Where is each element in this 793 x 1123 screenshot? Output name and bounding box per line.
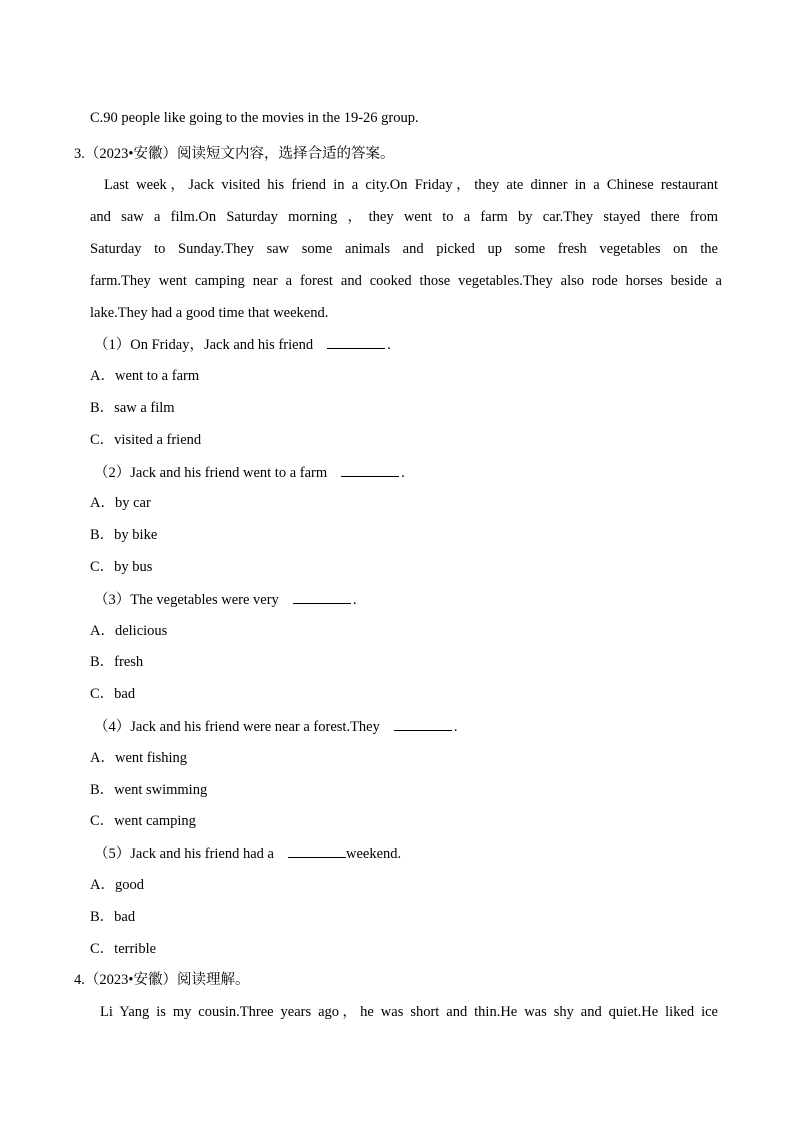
option-b: B．saw a film bbox=[90, 400, 175, 416]
option-a: A．by car bbox=[90, 495, 151, 511]
option-a: A．went fishing bbox=[90, 750, 188, 766]
question-stem-after: . bbox=[453, 719, 458, 735]
answer-blank bbox=[288, 843, 346, 858]
prev-option-c: C.90 people like going to the movies in the 19-26 group. bbox=[90, 110, 419, 126]
option-c: C．by bus bbox=[90, 559, 153, 575]
option-c: C．terrible bbox=[90, 941, 157, 957]
option-b: B．by bike bbox=[90, 527, 158, 543]
question-stem-text: （5）Jack and his friend had a bbox=[94, 846, 274, 862]
answer-blank bbox=[394, 716, 452, 731]
option-c: C．went camping bbox=[90, 813, 196, 829]
question-stem-after: . bbox=[387, 337, 391, 353]
option-a: A．went to a farm bbox=[90, 368, 200, 384]
passage-line: Saturday to Sunday.They saw some animals and picked up some fresh vegetables on the bbox=[90, 241, 718, 257]
question-1-stem bbox=[94, 334, 391, 355]
passage-line: and saw a film.On Saturday morning ，they went to a farm by car.They stayed there from bbox=[90, 209, 718, 225]
option-b: B．fresh bbox=[90, 654, 144, 670]
option-a: A．delicious bbox=[90, 623, 168, 639]
question-stem-text: （3）The vegetables were very bbox=[94, 592, 279, 608]
option-b: B．bad bbox=[90, 909, 136, 925]
option-b: B．went swimming bbox=[90, 782, 208, 798]
question-stem-after: . bbox=[352, 592, 357, 608]
question-2-stem bbox=[94, 462, 405, 483]
option-c: C．visited a friend bbox=[90, 432, 202, 448]
question-3-header: 3.（2023•安徽）阅读短文内容，选择合适的答案。 bbox=[74, 146, 395, 162]
question-stem-text: （2）Jack and his friend went to a farm bbox=[94, 465, 328, 481]
passage-line: Last week，Jack visited his friend in a city.On Friday，they ate dinner in a Chinese restaurant bbox=[104, 177, 718, 193]
passage-line: Li Yang is my cousin.Three years ago，he was short and thin.He was shy and quiet.He liked ice bbox=[100, 1004, 718, 1020]
question-stem-text: （1）On Friday，Jack and his friend bbox=[94, 337, 314, 353]
question-4-stem bbox=[94, 716, 457, 737]
question-3-stem bbox=[94, 589, 356, 610]
question-stem-text: （4）Jack and his friend were near a forest.They bbox=[94, 719, 380, 735]
option-c: C．bad bbox=[90, 686, 136, 702]
answer-blank bbox=[327, 334, 385, 349]
answer-blank bbox=[293, 589, 351, 604]
passage-line: farm.They went camping near a forest and cooked those vegetables.They also rode horses beside a bbox=[90, 273, 722, 289]
passage-line: lake.They had a good time that weekend. bbox=[90, 305, 329, 321]
option-a: A．good bbox=[90, 877, 144, 893]
answer-blank bbox=[341, 462, 399, 477]
question-4-header: 4.（2023•安徽）阅读理解。 bbox=[74, 972, 250, 988]
question-5-stem bbox=[94, 843, 401, 864]
question-stem-after: . bbox=[401, 465, 405, 481]
question-stem-after: weekend. bbox=[346, 846, 402, 862]
